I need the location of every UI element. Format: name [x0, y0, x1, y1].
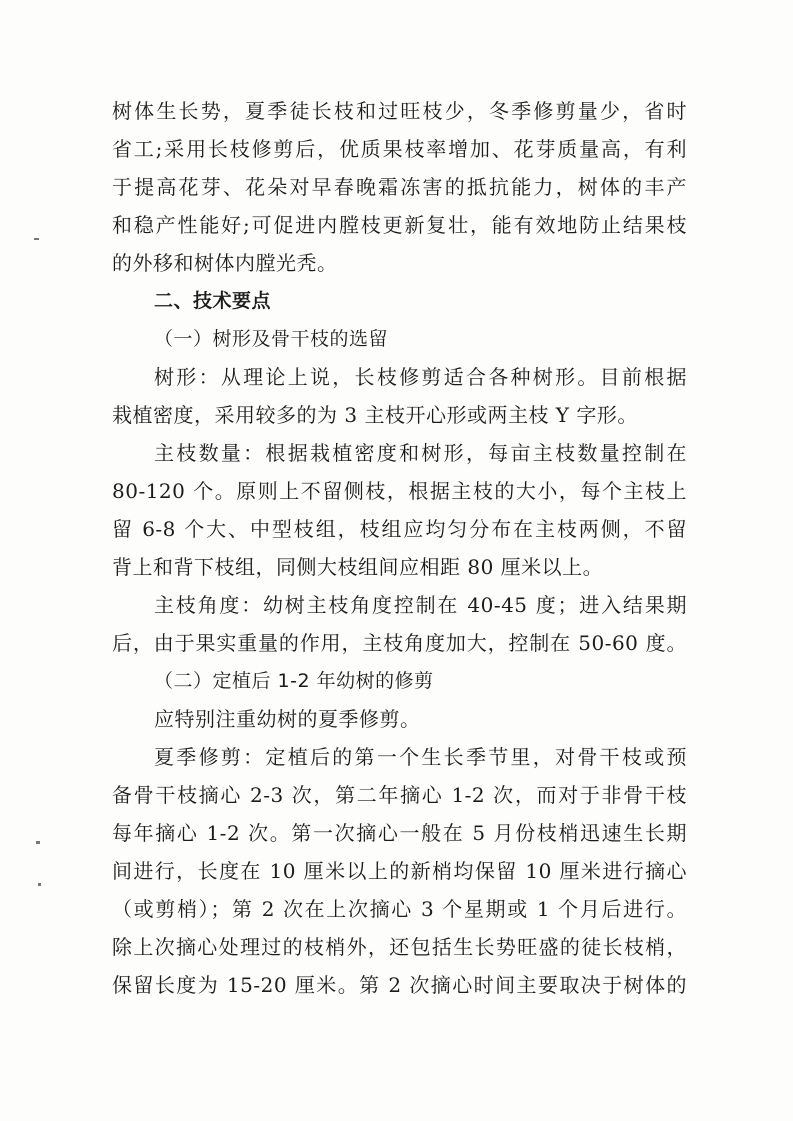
paragraph-line: 栽植密度，采用较多的为 3 主枝开心形或两主枝 Y 字形。 — [112, 403, 638, 427]
scan-mark — [36, 841, 40, 844]
paragraph-line: 后，由于果实重量的作用，主枝角度加大，控制在 50-60 度。 — [112, 631, 687, 655]
paragraph-line: 主枝角度：幼树主枝角度控制在 40-45 度；进入结果期 — [154, 593, 687, 617]
subsection-heading: （二）定植后 1-2 年幼树的修剪 — [154, 670, 434, 692]
paragraph-line: 主枝数量：根据栽植密度和树形，每亩主枝数量控制在 — [154, 441, 687, 465]
paragraph-line: 80-120 个。原则上不留侧枝，根据主枝的大小，每个主枝上 — [112, 479, 687, 503]
paragraph-line: 保留长度为 15-20 厘米。第 2 次摘心时间主要取决于树体的 — [112, 973, 687, 997]
paragraph-line: 留 6-8 个大、中型枝组，枝组应均匀分布在主枝两侧，不留 — [112, 517, 687, 541]
scan-mark — [38, 883, 41, 886]
paragraph-line: 背上和背下枝组，同侧大枝组间应相距 80 厘米以上。 — [112, 555, 604, 579]
paragraph-line: 省工;采用长枝修剪后，优质果枝率增加、花芽质量高，有利 — [112, 137, 687, 161]
paragraph-line: 树体生长势，夏季徒长枝和过旺枝少，冬季修剪量少，省时 — [112, 99, 687, 123]
paragraph-line: 于提高花芽、花朵对早春晚霜冻害的抵抗能力，树体的丰产 — [112, 175, 687, 199]
paragraph-line: 每年摘心 1-2 次。第一次摘心一般在 5 月份枝梢迅速生长期 — [112, 821, 687, 845]
scan-mark — [34, 238, 39, 240]
paragraph-line: 除上次摘心处理过的枝梢外，还包括生长势旺盛的徒长枝梢， — [112, 935, 687, 959]
paragraph-line: 备骨干枝摘心 2-3 次，第二年摘心 1-2 次，而对于非骨干枝 — [112, 783, 687, 807]
paragraph-line: 间进行，长度在 10 厘米以上的新梢均保留 10 厘米进行摘心 — [112, 859, 687, 883]
section-heading: 二、技术要点 — [154, 290, 272, 312]
paragraph-line: 和稳产性能好;可促进内膛枝更新复壮，能有效地防止结果枝 — [112, 213, 687, 237]
paragraph-line: 的外移和树体内膛光秃。 — [112, 251, 338, 275]
subsection-heading: （一）树形及骨干枝的选留 — [154, 328, 389, 350]
paragraph-line: 树形：从理论上说，长枝修剪适合各种树形。目前根据 — [154, 365, 687, 389]
paragraph-line: 夏季修剪：定植后的第一个生长季节里，对骨干枝或预 — [154, 745, 687, 769]
paragraph-line: （或剪梢）；第 2 次在上次摘心 3 个星期或 1 个月后进行。 — [112, 897, 687, 921]
body-text — [112, 92, 687, 1004]
paragraph-line: 应特别注重幼树的夏季修剪。 — [154, 707, 421, 731]
